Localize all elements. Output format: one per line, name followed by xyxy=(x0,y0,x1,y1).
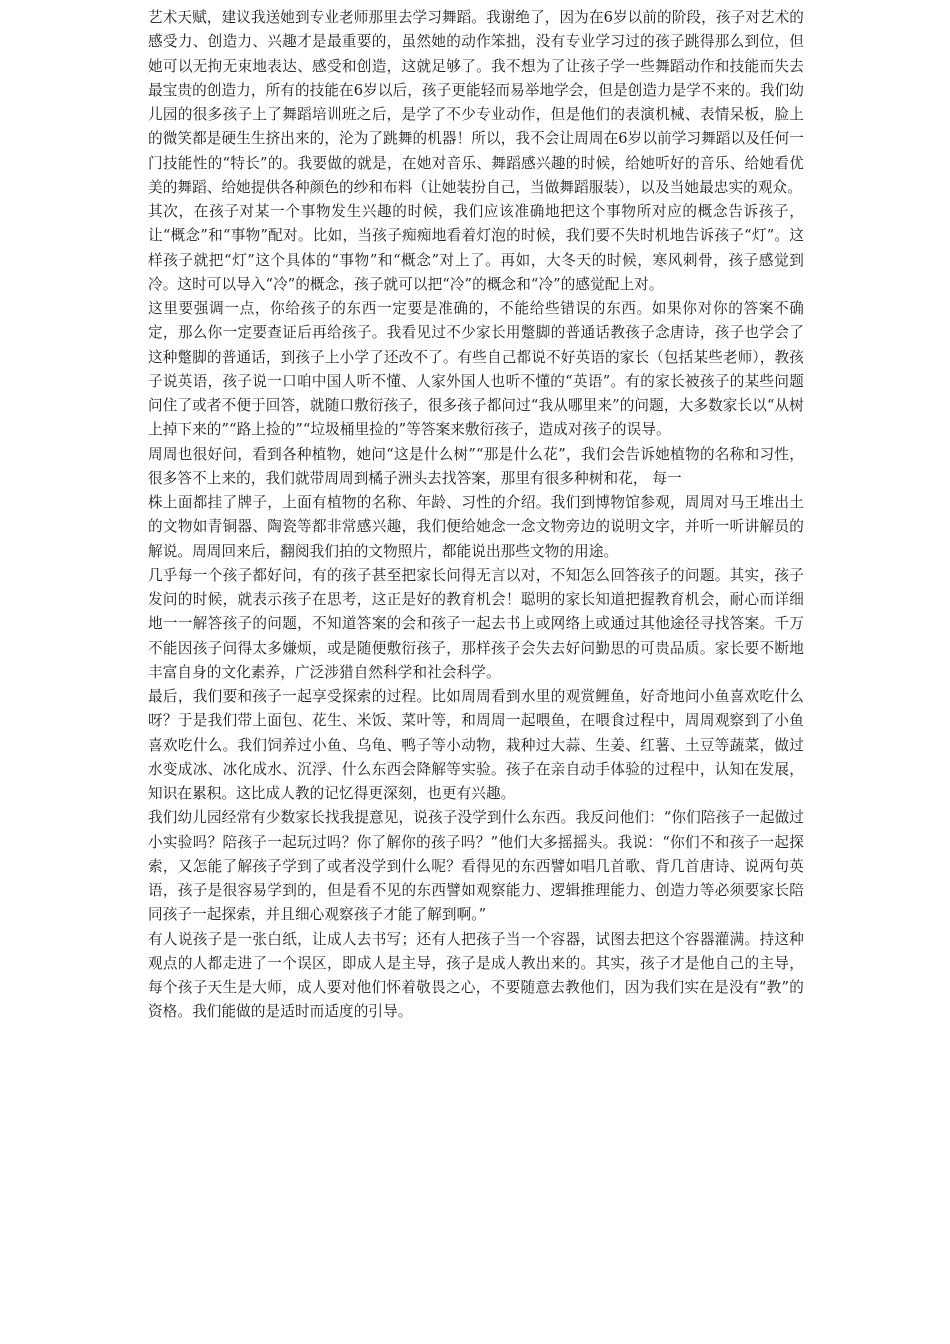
paragraph-exploration: 最后，我们要和孩子一起享受探索的过程。比如周周看到水里的观赏鲤鱼，好奇地问小鱼喜欢吃什么呀？于是我们带上面包、花生、米饭、菜叶等，和周周一起喂鱼，在喂食过程中，周周观察到了小鱼喜欢吃什么。我们饲养过小鱼、乌龟、鸭子等小动物，栽种过大蒜、生姜、红薯、土豆等蔬菜，做过水变成冰、冰化成水、沉浮、什么东西会降解等实验。孩子在亲自动手体验的过程中，认知在发展，知识在累积。这比成人教的记忆得更深刻，也更有兴趣。 xyxy=(148,688,804,802)
paragraph-questions: 几乎每一个孩子都好问，有的孩子甚至把家长问得无言以对，不知怎么回答孩子的问题。其实，孩子发问的时候，就表示孩子在思考，这正是好的教育机会！聪明的家长知道把握教育机会，耐心而详细地一一解答孩子的问题，不知道答案的会和孩子一起去书上或网络上或通过其他途径寻找答案。千万不能因孩子问得太多嫌烦，或是随便敷衍孩子，那样孩子会失去好问勤思的可贵品质。家长要不断地丰富自身的文化素养，广泛涉猎自然科学和社会科学。 xyxy=(148,566,804,681)
paragraph-plants-part2: 株上面都挂了牌子，上面有植物的名称、年龄、习性的介绍。我们到博物馆参观，周周对马王堆出土的文物如青铜器、陶瓷等都非常感兴趣，我们便给她念一念文物旁边的说明文字，并听一听讲解员的解说。周周回来后，翻阅我们拍的文物照片，都能说出那些文物的用途。 xyxy=(148,494,804,560)
paragraph-parents-feedback: 我们幼儿园经常有少数家长找我提意见，说孩子没学到什么东西。我反问他们：“你们陪孩子一起做过小实验吗？陪孩子一起玩过吗？你了解你的孩子吗？”他们大多摇摇头。我说：“你们不和孩子一起探索，又怎能了解孩子学到了或者没学到什么呢？看得见的东西譬如唱几首歌、背几首唐诗、说两句英语，孩子是很容易学到的，但是看不见的东西譬如观察能力、逻辑推理能力、创造力等必须要家长陪同孩子一起探索，并且细心观察孩子才能了解到啊。” xyxy=(148,809,804,924)
paragraph-accuracy: 这里要强调一点，你给孩子的东西一定要是准确的，不能给些错误的东西。如果你对你的答案不确定，那么你一定要查证后再给孩子。我看见过不少家长用蹩脚的普通话教孩子念唐诗，孩子也学会了这种蹩脚的普通话，到孩子上小学了还改不了。有些自己都说不好英语的家长（包括某些老师），教孩子说英语，孩子说一口咱中国人听不懂、人家外国人也听不懂的“英语”。有的家长被孩子的某些问题问住了或者不便于回答，就随口敷衍孩子，很多孩子都问过“我从哪里来”的问题，大多数家长以“从树上掉下来的”“路上捡的”“垃圾桶里捡的”等答案来敷衍孩子，造成对孩子的误导。 xyxy=(148,300,804,439)
paragraph-guidance: 有人说孩子是一张白纸，让成人去书写；还有人把孩子当一个容器，试图去把这个容器灌满。持这种观点的人都走进了一个误区，即成人是主导，孩子是成人教出来的。其实，孩子才是他自己的主导，每个孩子天生是大师，成人要对他们怀着敬畏之心，不要随意去教他们，因为我们实在是没有“教”的资格。我们能做的是适时而适度的引导。 xyxy=(148,930,804,1021)
paragraph-art-talent: 艺术天赋，建议我送她到专业老师那里去学习舞蹈。我谢绝了，因为在6岁以前的阶段，孩子对艺术的感受力、创造力、兴趣才是最重要的，虽然她的动作笨拙，没有专业学习过的孩子跳得那么到位，但她可以无拘无束地表达、感受和创造，这就足够了。我不想为了让孩子学一些舞蹈动作和技能而失去最宝贵的创造力，所有的技能在6岁以后，孩子更能轻而易举地学会，但是创造力是学不来的。我们幼儿园的很多孩子上了舞蹈培训班之后，是学了不少专业动作，但是他们的表演机械、表情呆板，脸上的微笑都是硬生生挤出来的，沦为了跳舞的机器！所以，我不会让周周在6岁以前学习舞蹈以及任何一门技能性的“特长”的。我要做的就是，在她对音乐、舞蹈感兴趣的时候，给她听好的音乐、给她看优美的舞蹈、给她提供各种颜色的纱和布料（让她装扮自己，当做舞蹈服装），以及当她最忠实的观众。 xyxy=(148,9,804,196)
paragraph-plants-part1: 周周也很好问，看到各种植物，她问“这是什么树”“那是什么花”，我们会告诉她植物的名称和习性，很多答不上来的，我们就带周周到橘子洲头去找答案，那里有很多种树和花， 每一 xyxy=(148,445,804,487)
document-page xyxy=(148,6,804,1025)
paragraph-concepts: 其次，在孩子对某一个事物发生兴趣的时候，我们应该准确地把这个事物所对应的概念告诉孩子，让“概念”和“事物”配对。比如，当孩子痴痴地看着灯泡的时候，我们要不失时机地告诉孩子“灯”。这样孩子就把“灯”这个具体的“事物”和“概念”对上了。再如，大冬天的时候，寒风刺骨，孩子感觉到冷。这时可以导入“冷”的概念，孩子就可以把“冷”的概念和“冷”的感觉配上对。 xyxy=(148,203,804,293)
